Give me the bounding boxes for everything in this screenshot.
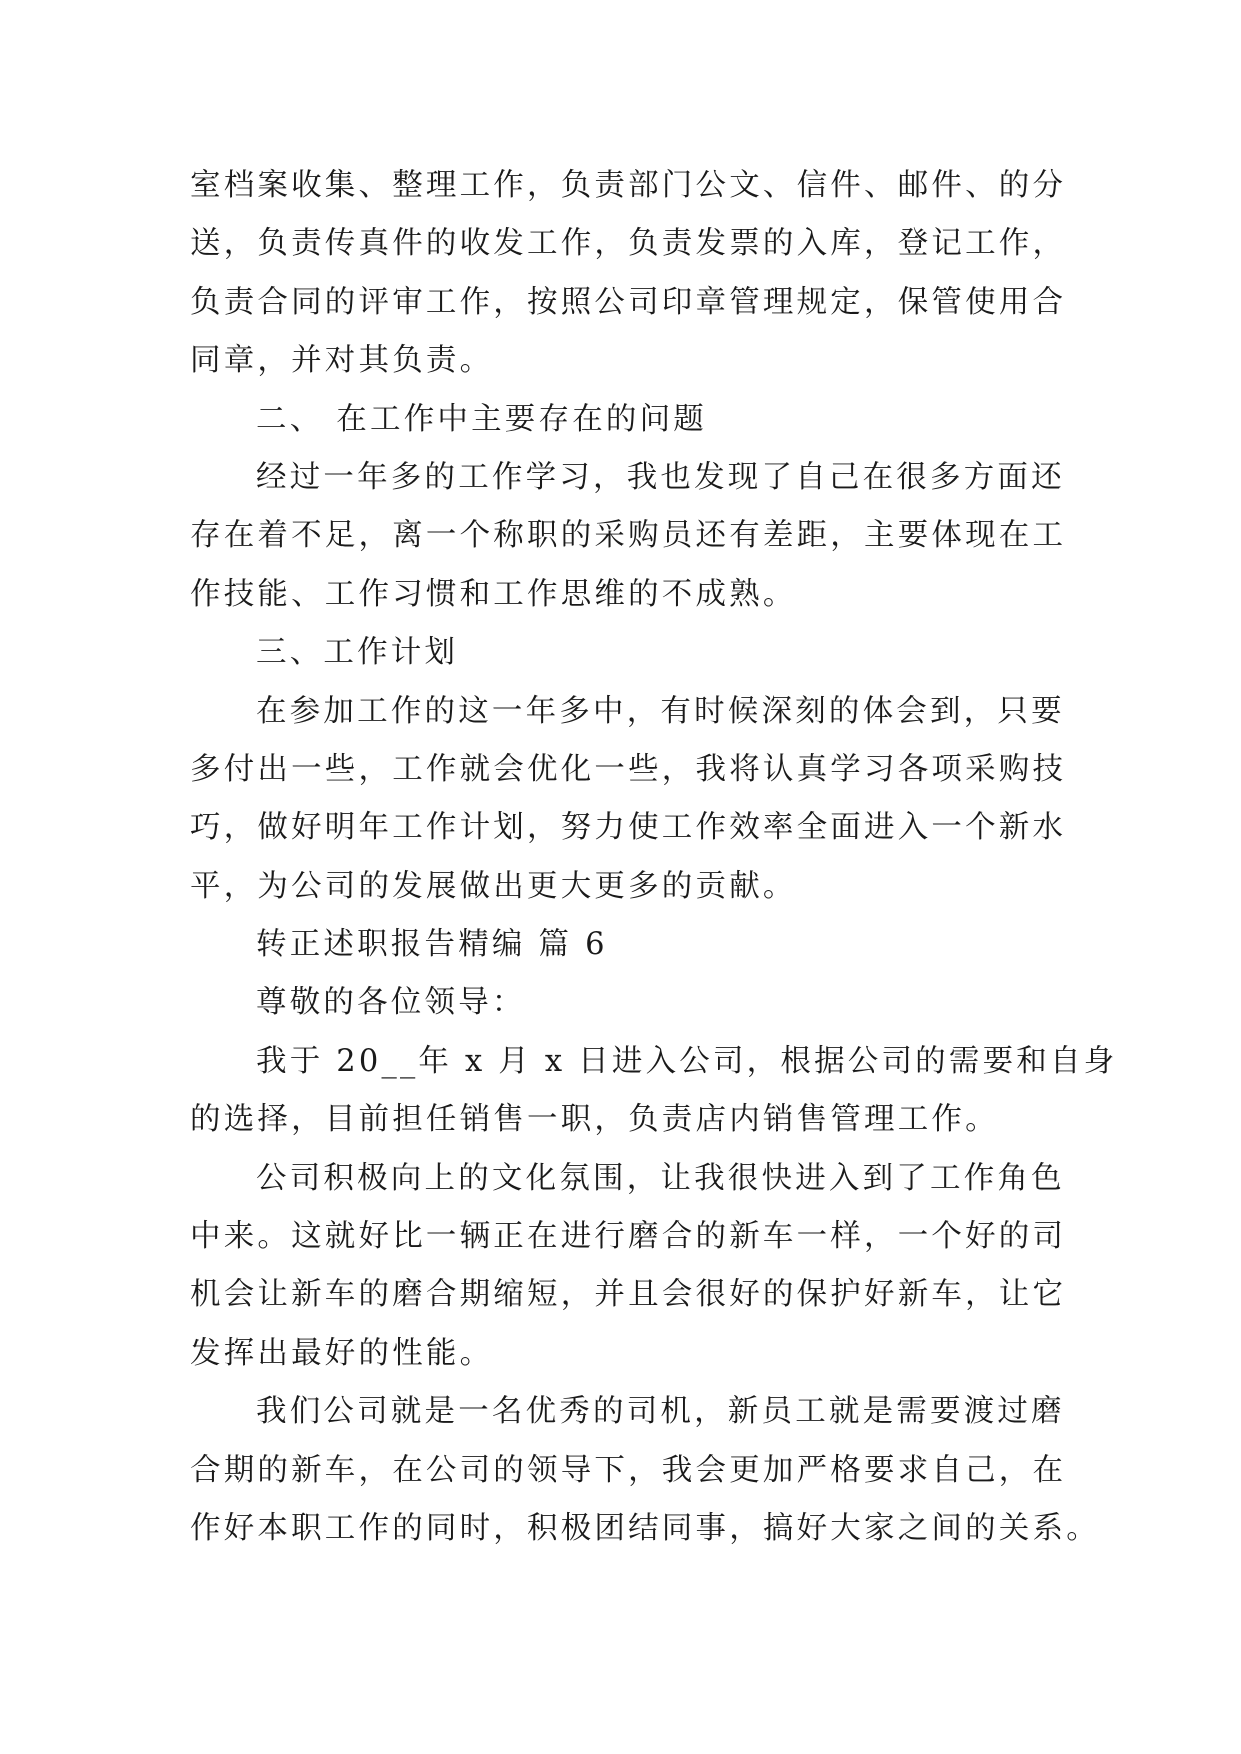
text-line: 作技能、工作习惯和工作思维的不成熟。 (190, 576, 797, 612)
text-line: 机会让新车的磨合期缩短，并且会很好的保护好新车，让它 (190, 1277, 1067, 1313)
text-line: 送，负责传真件的收发工作，负责发票的入库，登记工作， (190, 226, 1067, 262)
text-line: 负责合同的评审工作，按照公司印章管理规定，保管使用合 (190, 284, 1067, 320)
text-line: 的选择，目前担任销售一职，负责店内销售管理工作。 (190, 1102, 999, 1138)
text-line: 我于 20__年 x 月 x 日进入公司，根据公司的需要和自身 (256, 1043, 1118, 1079)
section-heading: 三、工作计划 (256, 635, 459, 671)
text-line: 发挥出最好的性能。 (190, 1335, 494, 1371)
text-line: 同章，并对其负责。 (190, 343, 494, 379)
text-line: 我们公司就是一名优秀的司机，新员工就是需要渡过磨 (256, 1394, 1065, 1430)
text-line: 平，为公司的发展做出更大更多的贡献。 (190, 868, 797, 904)
text-line: 多付出一些，工作就会优化一些，我将认真学习各项采购技 (190, 751, 1067, 787)
article-title: 转正述职报告精编 篇 6 (256, 927, 608, 963)
text-line: 公司积极向上的文化氛围，让我很快进入到了工作角色 (256, 1160, 1065, 1196)
text-line: 中来。这就好比一辆正在进行磨合的新车一样，一个好的司 (190, 1219, 1067, 1255)
text-line: 巧，做好明年工作计划，努力使工作效率全面进入一个新水 (190, 810, 1067, 846)
document-body (190, 157, 1118, 1558)
text-line: 合期的新车，在公司的领导下，我会更加严格要求自己，在 (190, 1452, 1067, 1488)
text-line: 室档案收集、整理工作，负责部门公文、信件、邮件、的分 (190, 168, 1067, 203)
text-line: 存在着不足，离一个称职的采购员还有差距，主要体现在工 (190, 518, 1067, 554)
salutation: 尊敬的各位领导： (256, 985, 526, 1021)
text-line: 作好本职工作的同时，积极团结同事，搞好大家之间的关系。 (190, 1510, 1100, 1546)
text-line: 在参加工作的这一年多中，有时候深刻的体会到，只要 (256, 693, 1065, 729)
section-heading: 二、 在工作中主要存在的问题 (256, 401, 707, 437)
text-line: 经过一年多的工作学习，我也发现了自己在很多方面还 (256, 459, 1065, 495)
